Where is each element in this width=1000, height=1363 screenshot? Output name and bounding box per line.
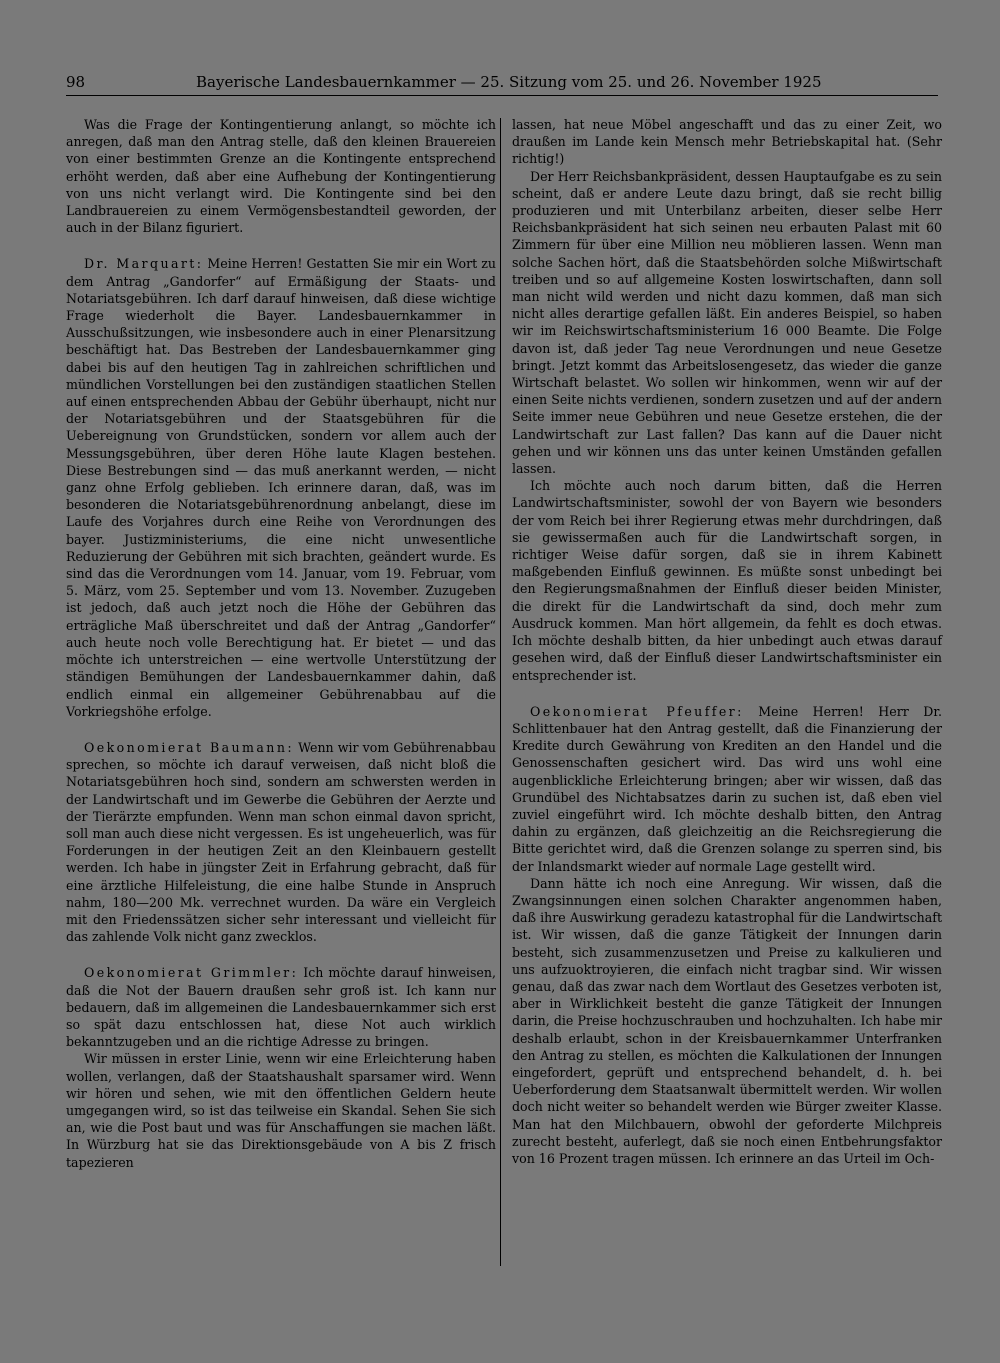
- speaker-name: Oekonomierat Pfeuffer:: [530, 703, 744, 719]
- column-divider: [500, 118, 501, 1266]
- speech-text: Ich möchte darauf hinweisen, daß die Not der Bauern draußen sehr groß ist. Ich kann nur bedauern, daß im allgemeinen die Landesbauernkammer sich erst so spät dazu entschlossen hat, diese Not auch wirklich bekanntzugeben und an die richtige Adresse zu bringen.: [66, 965, 496, 1050]
- paragraph: Wir müssen in erster Linie, wenn wir eine Erleichterung haben wollen, verlangen, daß der Staatshaushalt sparsamer wird. Wenn wir hören und sehen, wie mit den öffentlichen Geldern heute umgegangen wird, so ist das teilweise ein Skandal. Sehen Sie sich an, wie die Post baut und was für Anschaffungen sie machen läßt. In Würzburg hat sie das Direktionsgebäude von A bis Z frisch tapezieren: [66, 1051, 496, 1170]
- speech-text: Meine Herren! Herr Dr. Schlittenbauer hat den Antrag gestellt, daß die Finanzierung der Kredite durch Gewährung von Krediten an den Handel und die Genossenschaften gesichert wird. Das wird uns wohl eine augenblickliche Erleichterung bringen; aber wir wissen, daß das Grundübel des Nichtabsatzes darin zu suchen ist, daß eben viel zuviel eingeführt wird. Ich möchte deshalb bitten, den Antrag dahin zu ergänzen, daß gleichzeitig an die Reichsregierung die Bitte gerichtet wird, daß die Grenzen solange zu sperren sind, bis der Inlandsmarkt wieder auf normale Lage gestellt wird.: [512, 703, 942, 874]
- page-header: [66, 72, 938, 94]
- left-column: [66, 116, 496, 1171]
- paragraph: Dann hätte ich noch eine Anregung. Wir wissen, daß die Zwangsinnungen einen solchen Charakter angenommen haben, daß ihre Auswirkung geradezu katastrophal für die Landwirtschaft ist. Wir wissen, daß die ganze Tätigkeit der Innungen darin besteht, sich zusammenzusetzen und Preise zu kalkulieren und uns aufzuoktroyieren, die einfach nicht tragbar sind. Wir wissen genau, daß das zwar nach dem Wortlaut des Gesetzes verboten ist, aber in Wirklichkeit besteht die ganze Tätigkeit der Innungen darin, die Preise hochzuschrauben und hochzuhalten. Ich habe mir deshalb erlaubt, schon in der Kreisbauernkammer Unterfranken den Antrag zu stellen, es möchten die Kalkulationen der Innungen eingefordert, geprüft und entsprechend behandelt, d. h. bei Ueberforderung dem Staatsanwalt übermittelt werden. Wir wollen doch nicht weiter so behandelt werden wie Bürger zweiter Klasse. Man hat den Milchbauern, obwohl der geforderte Milchpreis zurecht besteht, auferlegt, daß sie noch einen Entbehrungsfaktor von 16 Prozent tragen müssen. Ich erinnere an das Urteil im Och-: [512, 875, 942, 1166]
- speech-paragraph: [512, 703, 942, 875]
- header-rule: [66, 95, 938, 96]
- paragraph: Ich möchte auch noch darum bitten, daß die Herren Landwirtschaftsminister, sowohl der von Bayern wie besonders der vom Reich bei ihrer Regierung etwas mehr durchdringen, daß sie gewissermaßen auch für die Landwirtschaft sorgen, in richtiger Weise dafür sorgen, daß sie in ihrem Kabinett maßgebenden Einfluß gewinnen. Es müßte sonst unbedingt bei den Regierungsmaßnahmen der Einfluß dieser beiden Minister, die direkt für die Landwirtschaft da sind, doch mehr zum Ausdruck kommen. Man hört allgemein, da fehlt es doch etwas. Ich möchte deshalb bitten, da hier unbedingt auch etwas darauf gesehen wird, daß der Einfluß dieser Landwirtschaftsminister ein entsprechender ist.: [512, 478, 942, 683]
- right-column: [512, 116, 942, 1167]
- speech-paragraph: [66, 964, 496, 1050]
- paragraph: Was die Frage der Kontingentierung anlangt, so möchte ich anregen, daß man den Antrag stelle, daß den kleinen Brauereien von einer bestimmten Grenze an die Kontingente entsprechend erhöht werden, daß aber eine Aufhebung der Kontingentierung von uns nicht verlangt wird. Die Kontingente sind bei den Landbrauereien zu einem Vermögensbestandteil geworden, der auch in der Bilanz figuriert.: [66, 117, 496, 236]
- paragraph: lassen, hat neue Möbel angeschafft und das zu einer Zeit, wo draußen im Lande kein Mensch mehr Betriebskapital hat. (Sehr richtig!): [512, 117, 942, 167]
- speech-text: Meine Herren! Gestatten Sie mir ein Wort zu dem Antrag „Gandorfer“ auf Ermäßigung der Staats- und Notariatsgebühren. Ich darf darauf hinweisen, daß diese wichtige Frage wiederholt die Bayer. Landesbauernkammer in Ausschußsitzungen, wie insbesondere auch in einer Plenarsitzung beschäftigt hat. Das Bestreben der Landesbauernkammer ging dabei bis auf den heutigen Tag in zahlreichen schriftlichen und mündlichen Vorstellungen bei den zuständigen staatlichen Stellen auf einen entsprechenden Abbau der Gebühr überhaupt, nicht nur der Notariatsgebühren und der Staatsgebühren für die Uebereignung von Grundstücken, sondern vor allem auch der Messungsgebühren, über deren Höhe laute Klagen bestehen. Diese Bestrebungen sind — das muß anerkannt werden, — nicht ganz ohne Erfolg geblieben. Ich erinnere daran, daß, was im besonderen die Notariatsgebührenordnung anbelangt, diese im Laufe des Vorjahres durch eine Reihe von Verordnungen des bayer. Justizministeriums, die eine nicht unwesentliche Reduzierung der Gebühren mit sich brachten, geändert wurde. Es sind das die Verordnungen vom 14. Januar, vom 19. Februar, vom 5. März, vom 25. September und vom 13. November. Zuzugeben ist jedoch, daß auch jetzt noch die Höhe der Gebühren das erträgliche Maß überschreitet und daß der Antrag „Gandorfer“ auch heute noch volle Berechtigung hat. Er bietet — und das möchte ich unterstreichen — eine wertvolle Unterstützung der ständigen Bemühungen der Landesbauernkammer dahin, daß endlich einmal ein allgemeiner Gebührenabbau auf die Vorkriegshöhe erfolge.: [66, 256, 496, 719]
- speaker-name: Dr. Marquart:: [84, 256, 204, 272]
- speech-paragraph: [66, 739, 496, 945]
- speaker-name: Oekonomierat Grimmler:: [84, 965, 299, 981]
- page-number: 98: [66, 73, 86, 91]
- speech-text: Wenn wir vom Gebührenabbau sprechen, so möchte ich darauf verweisen, daß nicht bloß die Notariatsgebühren hoch sind, sondern am schwersten werden in der Landwirtschaft und im Gewerbe die Gebühren der Aerzte und der Tierärzte empfunden. Wenn man schon einmal davon spricht, soll man auch diese nicht vergessen. Es ist ungeheuerlich, was für Forderungen in der heutigen Zeit an den Kleinbauern gestellt werden. Ich habe in jüngster Zeit in Erfahrung gebracht, daß für eine ärztliche Hilfeleistung, die eine halbe Stunde in Anspruch nahm, 180—200 Mk. verrechnet wurden. Da wäre ein Vergleich mit den Friedenssätzen sicher sehr interessant und vielleicht für das zahlende Volk nicht ganz zwecklos.: [66, 739, 497, 945]
- speaker-name: Oekonomierat Baumann:: [84, 739, 294, 755]
- paragraph: Der Herr Reichsbankpräsident, dessen Hauptaufgabe es zu sein scheint, daß er andere Leute dazu bringt, daß sie recht billig produzieren und mit Unterbilanz arbeiten, dieser selbe Herr Reichsbankpräsident hat sich seinen neu erbauten Palast mit 60 Zimmern für über eine Million neu möblieren lassen. Wenn man solche Sachen hört, daß die Staatsbehörden solche Mißwirtschaft treiben und so auf allgemeine Kosten loswirtschaften, dann soll man nicht wild werden und nicht dazu kommen, daß man sich nicht alles derartige gefallen läßt. Ein anderes Beispiel, so haben wir im Reichswirtschaftsministerium 16 000 Beamte. Die Folge davon ist, daß jeder Tag neue Verordnungen und neue Gesetze bringt. Jetzt kommt das Arbeitslosengesetz, das wieder die ganze Wirtschaft belastet. Wo sollen wir hinkommen, wenn wir auf der einen Seite nichts verdienen, sondern zusetzen und auf der andern Seite immer neue Gebühren und neue Gesetze erstehen, die der Landwirtschaft zur Last fallen? Das kann auf die Dauer nicht gehen und wir können uns das unter keinen Umständen gefallen lassen.: [512, 168, 942, 477]
- speech-paragraph: [66, 255, 496, 719]
- running-title: Bayerische Landesbauernkammer — 25. Sitzung vom 25. und 26. November 1925: [196, 73, 822, 91]
